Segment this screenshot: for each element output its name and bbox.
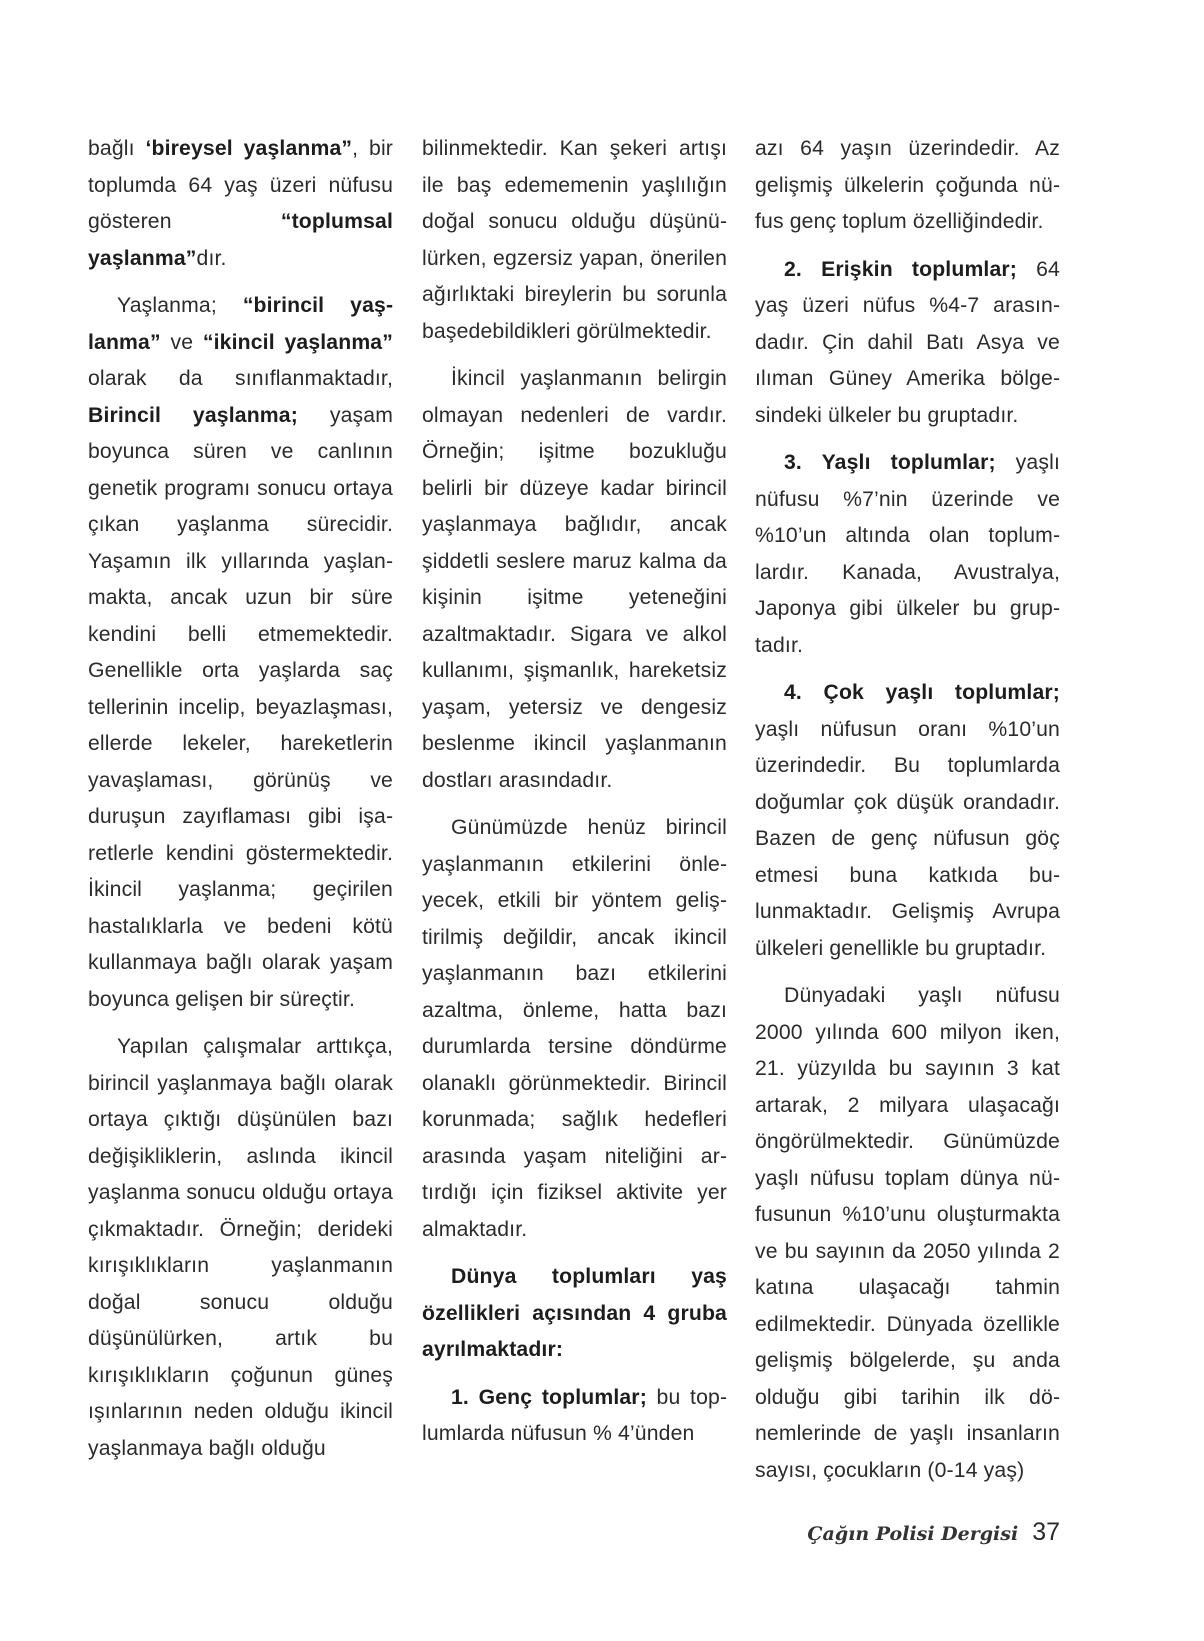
text-run: yaşlı nüfusu %7’nin üzerinde ve %10’un altında olan toplumlardır. Kanada, Avustralya, Japonya gibi ülkeler bu gruptadır. xyxy=(755,451,1060,657)
text-run: , bir toplumda 64 yaş üzeri nüfusu gösteren xyxy=(88,137,394,233)
text-column-1 xyxy=(88,131,393,1478)
bold-text: “ikincil yaşlanma” xyxy=(202,330,393,354)
text-run: Dünyadaki yaşlı nüfusu 2000 yılında 600 milyon iken, 21. yüzyılda bu sayının 3 kat artarak, 2 milyara ulaşacağı öngörülmektedir. Günümüzde yaşlı nüfusu toplam dünya nüfusunun %10’unu oluşturmakta ve bu sayının da 2050 yılında 2 katına ulaşacağı tahmin edilmektedir. Dünyada özellikle gelişmiş bölgelerde, şu anda olduğu gibi tarihin ilk dönemlerinde de yaşlı insanların sayısı, çocukların (0-14 yaş) xyxy=(755,984,1060,1482)
page-footer xyxy=(807,1518,1060,1547)
bold-text: Birincil yaşlanma; xyxy=(88,403,298,427)
text-run: bu toplumlarda nüfusun % 4’ünden xyxy=(422,1385,727,1445)
text-column-3 xyxy=(755,131,1060,1500)
text-run: azı 64 yaşın üzerindedir. Az gelişmiş ülkelerin çoğunda nüfus genç toplum özelliğindedir. xyxy=(755,137,1060,233)
bold-text: 3. Yaşlı toplumlar; xyxy=(784,451,996,474)
bold-text: “birincil yaşlanma” xyxy=(88,294,393,354)
bold-text: Dünya toplumları yaş özellikleri açısından 4 gruba ayrılmaktadır: xyxy=(422,1265,727,1361)
text-run: 64 yaş üzeri nüfus %4-7 arasındadır. Çin dahil Batı Asya ve ılıman Güney Amerika bölgesindeki ülkeler bu gruptadır. xyxy=(755,257,1060,427)
text-run: bağlı xyxy=(88,137,146,160)
page-number: 37 xyxy=(1032,1518,1060,1546)
text-column-2 xyxy=(422,131,727,1464)
paragraph xyxy=(422,1259,727,1369)
text-run: Yapılan çalışmalar arttıkça, birincil yaşlanmaya bağlı olarak ortaya çıktığı düşünülen bazı değişikliklerin, aslında ikincil yaşlanma sonucu olduğu ortaya çıkmaktadır. Örneğin; derideki kırışıklıkların yaşlanmanın doğal sonucu olduğu düşünülürken, artık bu kırışıklıkların çoğunun güneş ışınlarının neden olduğu ikincil yaşlanmaya bağlı olduğu xyxy=(88,1035,393,1460)
text-run: yaşam boyunca süren ve canlının genetik programı sonucu ortaya çıkan yaşlanma sürecidir. Yaşamın ilk yıllarında yaşlanmakta, ancak uzun bir süre kendini belli etmemektedir. Genellikle orta yaşlarda saç tellerinin incelip, beyazlaşması, ellerde lekeler, hareketlerin yavaşlaması, görünüş ve duruşun zayıflaması gibi işaretlerle kendini göstermektedir. İkincil yaşlanma; geçirilen hastalıklarla ve bedeni kötü kullanmaya bağlı olarak yaşam boyunca gelişen bir süreçtir. xyxy=(88,403,393,1011)
paragraph xyxy=(88,288,393,1018)
paragraph xyxy=(88,1029,393,1467)
text-run: ve xyxy=(160,330,203,354)
paragraph xyxy=(422,1380,727,1453)
journal-title: Çağın Polisi Dergisi xyxy=(807,1523,1019,1545)
bold-text: ‘bireysel yaşlanma” xyxy=(145,137,353,160)
bold-text: 2. Erişkin toplumlar; xyxy=(784,257,1017,281)
paragraph xyxy=(755,675,1060,967)
text-run: olarak da sınıflanmaktadır, xyxy=(88,367,393,390)
paragraph xyxy=(422,810,727,1248)
paragraph xyxy=(88,131,393,277)
text-run: yaşlı nüfusun oranı %10’un üzerindedir. Bu toplumlarda doğumlar çok düşük orandadır. Bazen de genç nüfusun göç etmesi buna katkıda bulunmaktadır. Gelişmiş Avrupa ülkeleri genellikle bu gruptadır. xyxy=(755,717,1060,960)
paragraph xyxy=(422,361,727,799)
paragraph xyxy=(422,131,727,350)
text-run: bilinmektedir. Kan şekeri artışı ile baş edememenin yaşlılığın doğal sonucu olduğu düşünülürken, egzersiz yapan, önerilen ağırlıktaki bireylerin bu sorunla başedebildikleri görülmektedir. xyxy=(422,137,727,343)
text-run: dır. xyxy=(196,246,227,270)
bold-text: 4. Çok yaşlı toplumlar; xyxy=(784,681,1060,704)
paragraph xyxy=(755,445,1060,664)
text-run: Günümüzde henüz birincil yaşlanmanın etkilerini önleyecek, etkili bir yöntem geliştirilmiş değildir, ancak ikincil yaşlanmanın bazı etkilerini azaltma, önleme, hatta bazı durumlarda tersine döndürme olanaklı görünmektedir. Birincil korunmada; sağlık hedefleri arasında yaşam niteliğini artırdığı için fiziksel aktivite yer almaktadır. xyxy=(422,816,727,1241)
paragraph xyxy=(755,978,1060,1489)
paragraph xyxy=(755,131,1060,241)
text-run: Yaşlanma; xyxy=(117,294,243,317)
bold-text: 1. Genç toplumlar; xyxy=(451,1385,647,1409)
text-run: İkincil yaşlanmanın belirgin olmayan nedenleri de vardır. Örneğin; işitme bozukluğu belirli bir düzeye kadar birincil yaşlanmaya bağlıdır, ancak şiddetli seslere maruz kalma da kişinin işitme yeteneğini azaltmaktadır. Sigara ve alkol kullanımı, şişmanlık, hareketsiz yaşam, yetersiz ve dengesiz beslenme ikincil yaşlanmanın dostları arasındadır. xyxy=(422,367,727,792)
bold-text: “toplumsal yaşlanma” xyxy=(88,210,393,270)
paragraph xyxy=(755,252,1060,435)
